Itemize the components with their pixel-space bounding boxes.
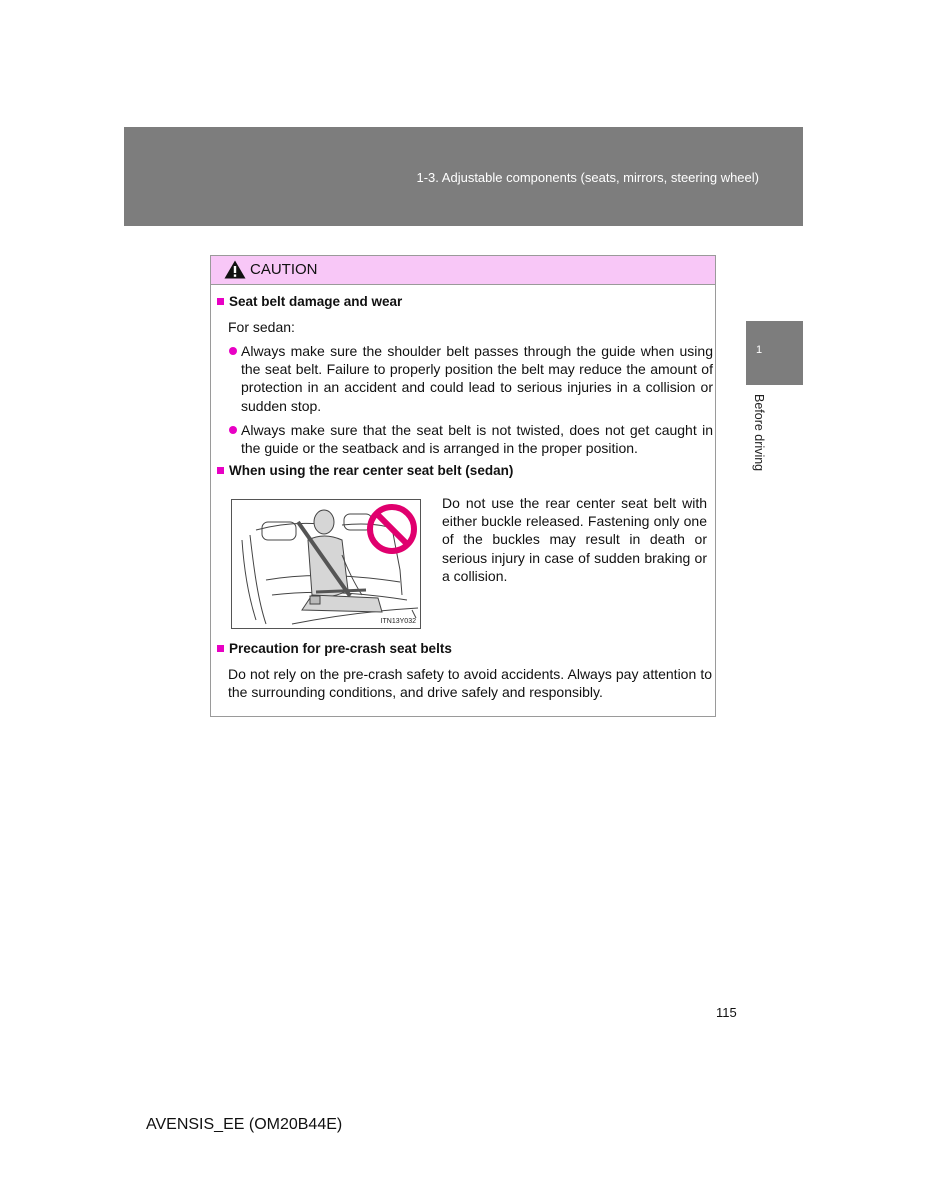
- chapter-tab: [746, 321, 803, 385]
- list-item: [229, 421, 713, 457]
- caution-box: [210, 255, 716, 717]
- section-intro: For sedan:: [228, 319, 295, 335]
- square-bullet-icon: [217, 298, 224, 305]
- circle-bullet-icon: [229, 347, 237, 355]
- section-heading: Precaution for pre-crash seat belts: [217, 641, 452, 656]
- warning-triangle-icon: [224, 260, 246, 284]
- seat-belt-illustration: [232, 500, 420, 628]
- list-item: [229, 342, 713, 415]
- rear-seat-illustration: [231, 499, 421, 629]
- section-heading: Seat belt damage and wear: [217, 294, 402, 309]
- figure-caption: Do not use the rear center seat belt with either buckle released. Fastening only one of the buckles may result in death or serious injury in case of sudden braking or a collision.: [442, 495, 707, 584]
- chapter-label: Before driving: [752, 394, 766, 472]
- page-number: 115: [716, 1005, 737, 1020]
- caution-header: [211, 256, 715, 285]
- section-heading: When using the rear center seat belt (sedan): [217, 463, 513, 478]
- square-bullet-icon: [217, 467, 224, 474]
- section-body: Do not rely on the pre-crash safety to avoid accidents. Always pay attention to the surrounding conditions, and drive safely and responsibly.: [228, 666, 712, 701]
- prohibited-icon: [370, 507, 414, 551]
- section-title: 1-3. Adjustable components (seats, mirrors, steering wheel): [416, 170, 759, 185]
- document-footer: AVENSIS_EE (OM20B44E): [146, 1116, 343, 1133]
- list-item-text: Always make sure the shoulder belt passes through the guide when using the seat belt. Failure to properly position the belt may reduce the amount of protection in an accident and could lead to serious injuries in a collision or sudden stop.: [241, 343, 713, 414]
- list-item-text: Always make sure that the seat belt is not twisted, does not get caught in the guide or the seatback and is arranged in the proper position.: [241, 422, 713, 457]
- caution-title: CAUTION: [250, 261, 318, 278]
- figure-code: ITN13Y032: [380, 618, 416, 625]
- chapter-header-band: [124, 127, 803, 226]
- circle-bullet-icon: [229, 426, 237, 434]
- chapter-number: 1: [756, 344, 763, 356]
- square-bullet-icon: [217, 645, 224, 652]
